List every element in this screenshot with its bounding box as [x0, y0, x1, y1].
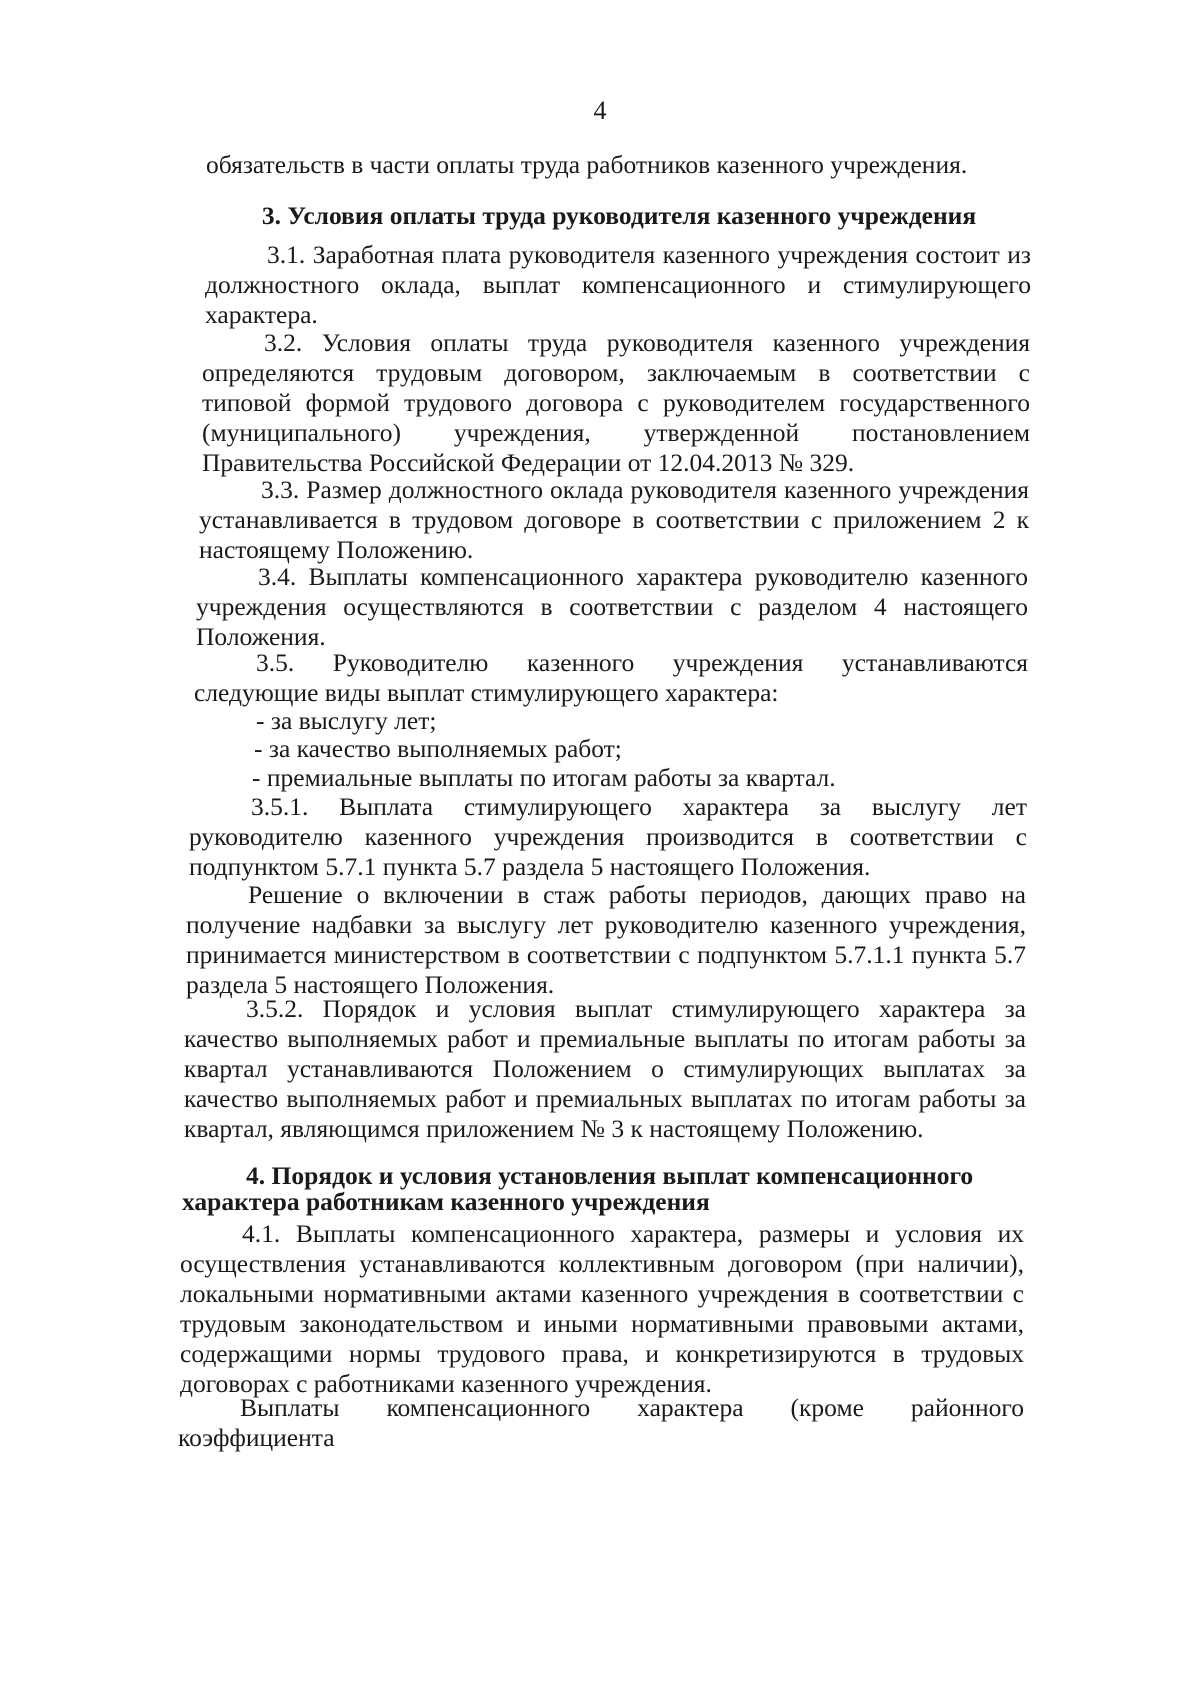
page-number: 4 — [593, 96, 607, 125]
list-item: - за качество выполняемых работ; — [254, 734, 622, 763]
paragraph-3-5: 3.5. Руководителю казенного учреждения устанавливаются следующие виды выплат стимулирующего характера: — [194, 648, 1028, 707]
paragraph-3-1: 3.1. Заработная плата руководителя казенного учреждения состоит из должностного оклада, выплат компенсационного и стимулирующего характера. — [205, 240, 1031, 329]
paragraph-last: Выплаты компенсационного характера (кроме районного коэффициента — [178, 1393, 1024, 1452]
list-item: - за выслугу лет; — [256, 706, 437, 735]
intro-line: обязательств в части оплаты труда работников казенного учреждения. — [206, 150, 968, 179]
paragraph-3-5-2: 3.5.2. Порядок и условия выплат стимулирующего характера за качество выполняемых работ и премиальные выплаты по итогам работы за квартал устанавливаются Положением о стимулирующих выплатах за качество выполняемых работ и премиальных выплатах по итогам работы за квартал, являющимся приложением № 3 к настоящему Положению. — [184, 994, 1026, 1143]
section-4-heading-line-1: 4. Порядок и условия установления выплат компенсационного — [246, 1161, 974, 1190]
section-4-heading — [182, 1163, 1024, 1215]
paragraph-3-3: 3.3. Размер должностного оклада руководителя казенного учреждения устанавливается в трудовом договоре в соответствии с приложением 2 к настоящему Положению. — [199, 475, 1029, 564]
section-3-heading: 3. Условия оплаты труда руководителя казенного учреждения — [261, 201, 977, 230]
paragraph-4-1: 4.1. Выплаты компенсационного характера, размеры и условия их осуществления устанавливаются коллективным договором (при наличии), локальными нормативными актами казенного учреждения в соответствии с трудовым законодательством и иными нормативными правовыми актами, содержащими нормы трудового права, и конкретизируются в трудовых договорах с работниками казенного учреждения. — [180, 1219, 1024, 1398]
paragraph-3-5-1: 3.5.1. Выплата стимулирующего характера за выслугу лет руководителю казенного учреждения производится в соответствии с подпунктом 5.7.1 пункта 5.7 раздела 5 настоящего Положения. — [189, 792, 1027, 881]
paragraph-3-5-1-decision: Решение о включении в стаж работы периодов, дающих право на получение надбавки за выслугу лет руководителю казенного учреждения, принимается министерством в соответствии с подпунктом 5.7.1.1 пункта 5.7 раздела 5 настоящего Положения. — [186, 880, 1026, 999]
list-item: - премиальные выплаты по итогам работы за квартал. — [252, 763, 836, 792]
paragraph-3-4: 3.4. Выплаты компенсационного характера руководителю казенного учреждения осуществляются в соответствии с разделом 4 настоящего Положения. — [196, 562, 1028, 651]
paragraph-3-2: 3.2. Условия оплаты труда руководителя казенного учреждения определяются трудовым договором, заключаемым в соответствии с типовой формой трудового договора с руководителем государственного (муниципального) учреждения, утвержденной постановлением Правительства Российской Федерации от 12.04.2013 № 329. — [202, 328, 1030, 477]
section-4-heading-line-2: характера работникам казенного учреждения — [182, 1187, 710, 1216]
